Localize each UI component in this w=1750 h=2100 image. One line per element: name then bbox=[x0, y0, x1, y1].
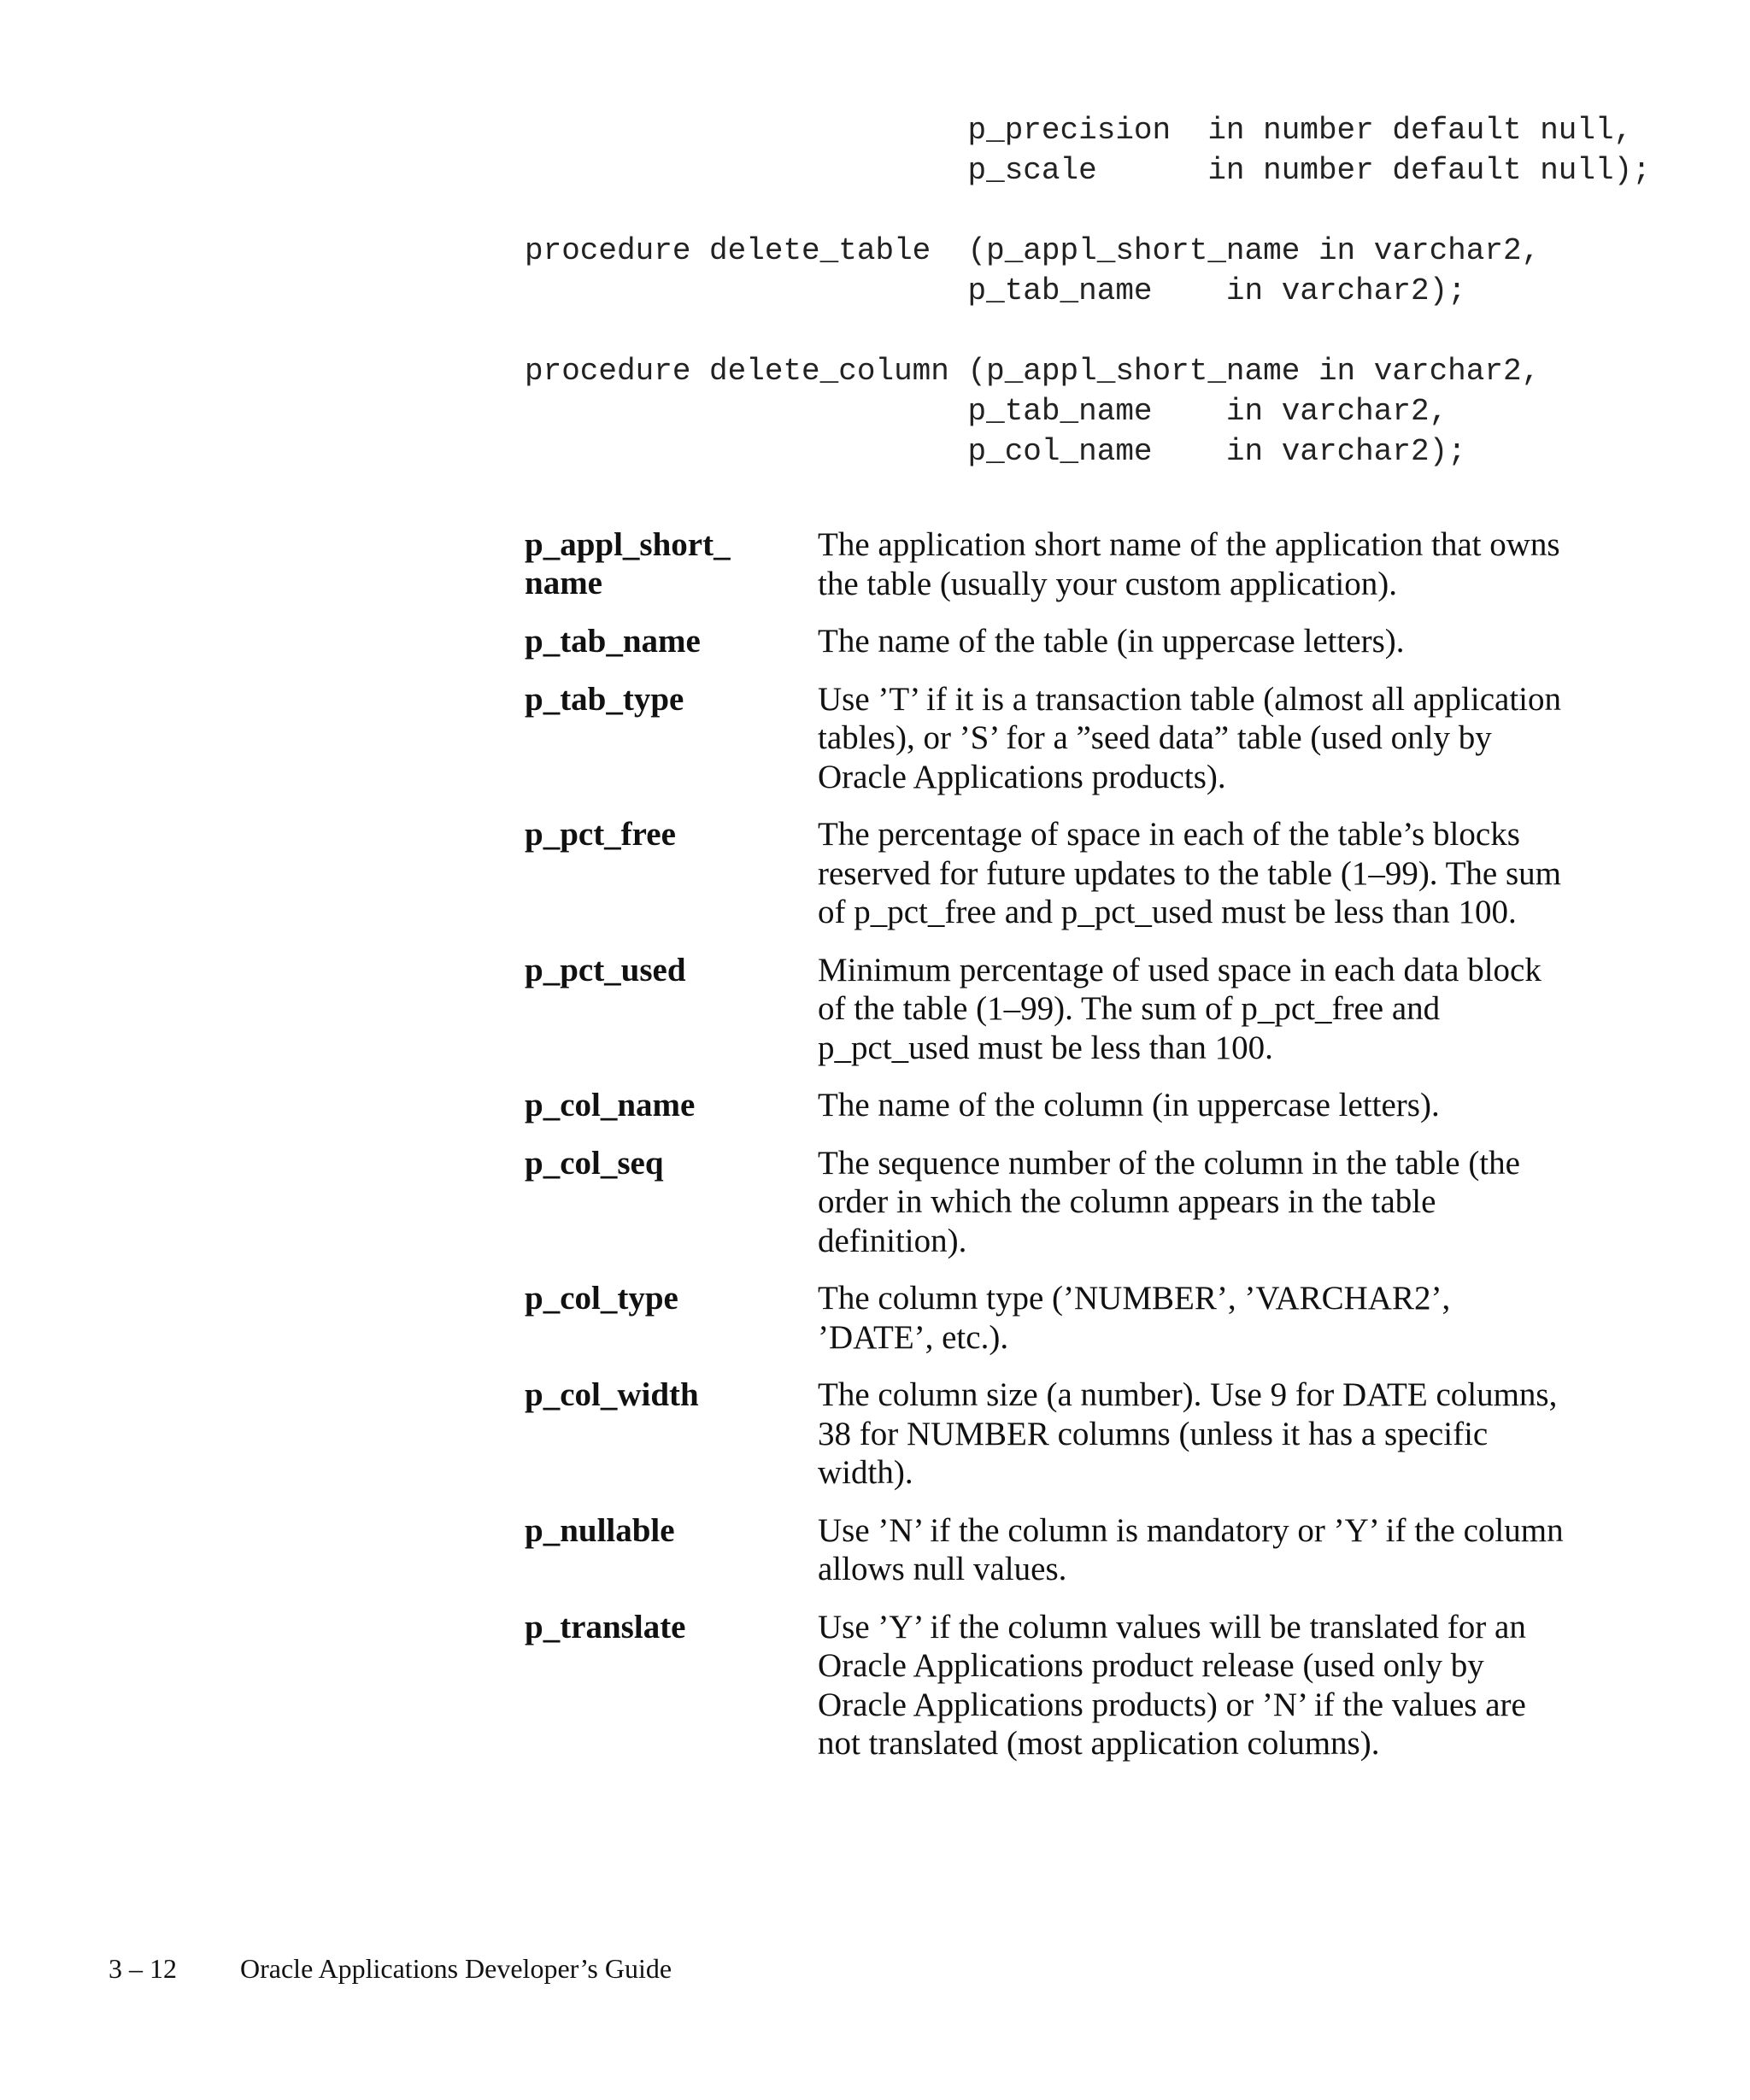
parameter-row bbox=[525, 815, 1567, 932]
code-line-p-precision: p_precision in number default null, bbox=[525, 113, 1633, 148]
parameter-name: p_pct_used bbox=[525, 951, 686, 988]
parameter-description: The name of the table (in uppercase letters). bbox=[818, 623, 1405, 660]
parameter-description: Use ’T’ if it is a transaction table (almost all application tables), or ’S’ for a ”seed data” table (used only by Oracle Applications products). bbox=[818, 680, 1561, 795]
parameter-row bbox=[525, 525, 1567, 603]
parameter-description: The column type (’NUMBER’, ’VARCHAR2’, ’DATE’, etc.). bbox=[818, 1280, 1451, 1356]
parameter-description: The column size (a number). Use 9 for DATE columns, 38 for NUMBER columns (unless it has a specific width). bbox=[818, 1376, 1558, 1491]
book-title: Oracle Applications Developer’s Guide bbox=[240, 1953, 672, 1984]
parameter-row bbox=[525, 1279, 1567, 1357]
parameter-description: Use ’N’ if the column is mandatory or ’Y’ if the column allows null values. bbox=[818, 1511, 1564, 1587]
parameter-row bbox=[525, 622, 1567, 661]
parameter-name: p_translate bbox=[525, 1608, 686, 1645]
parameter-name: p_nullable bbox=[525, 1511, 675, 1549]
code-line-delete-table: procedure delete_table (p_appl_short_name in varchar2, bbox=[525, 233, 1541, 268]
parameter-name: p_pct_free bbox=[525, 816, 676, 853]
parameter-description: The sequence number of the column in the table (the order in which the column appears in the table definition). bbox=[818, 1144, 1520, 1259]
parameter-description: Use ’Y’ if the column values will be translated for an Oracle Applications product release (used only by Oracle Applications products) or ’N’ if the values are not translated (most application columns). bbox=[818, 1608, 1526, 1762]
code-line-p-scale: p_scale in number default null); bbox=[525, 153, 1651, 188]
parameter-row bbox=[525, 680, 1567, 797]
parameter-description: The application short name of the application that owns the table (usually your custom application). bbox=[818, 526, 1560, 602]
parameter-name: p_tab_type bbox=[525, 680, 684, 718]
parameter-name: p_col_width bbox=[525, 1376, 699, 1413]
code-line-delete-table-tab-name: p_tab_name in varchar2); bbox=[525, 273, 1466, 308]
parameter-name: p_tab_name bbox=[525, 623, 701, 660]
parameter-row bbox=[525, 1608, 1567, 1763]
parameter-row bbox=[525, 1511, 1567, 1589]
code-line-delete-column-col-name: p_col_name in varchar2); bbox=[525, 434, 1466, 469]
parameter-description: Minimum percentage of used space in each data block of the table (1–99). The sum of p_pct_free and p_pct_used must be less than 100. bbox=[818, 951, 1542, 1066]
code-line-delete-column: procedure delete_column (p_appl_short_name in varchar2, bbox=[525, 354, 1541, 389]
parameter-row bbox=[525, 951, 1567, 1068]
page-number: 3 – 12 bbox=[109, 1953, 177, 1984]
parameter-row bbox=[525, 1376, 1567, 1493]
parameter-list bbox=[525, 525, 1567, 1782]
parameter-name: p_appl_short_ name bbox=[525, 526, 731, 601]
parameter-name: p_col_name bbox=[525, 1087, 696, 1123]
page-footer bbox=[109, 1951, 672, 1986]
parameter-name: p_col_type bbox=[525, 1280, 678, 1317]
parameter-description: The percentage of space in each of the table’s blocks reserved for future updates to the table (1–99). The sum of p_pct_free and p_pct_used must be less than 100. bbox=[818, 816, 1561, 930]
parameter-description: The name of the column (in uppercase letters). bbox=[818, 1087, 1440, 1123]
parameter-row bbox=[525, 1144, 1567, 1261]
code-line-delete-column-tab-name: p_tab_name in varchar2, bbox=[525, 394, 1448, 429]
parameter-name: p_col_seq bbox=[525, 1144, 664, 1182]
parameter-row bbox=[525, 1086, 1567, 1125]
